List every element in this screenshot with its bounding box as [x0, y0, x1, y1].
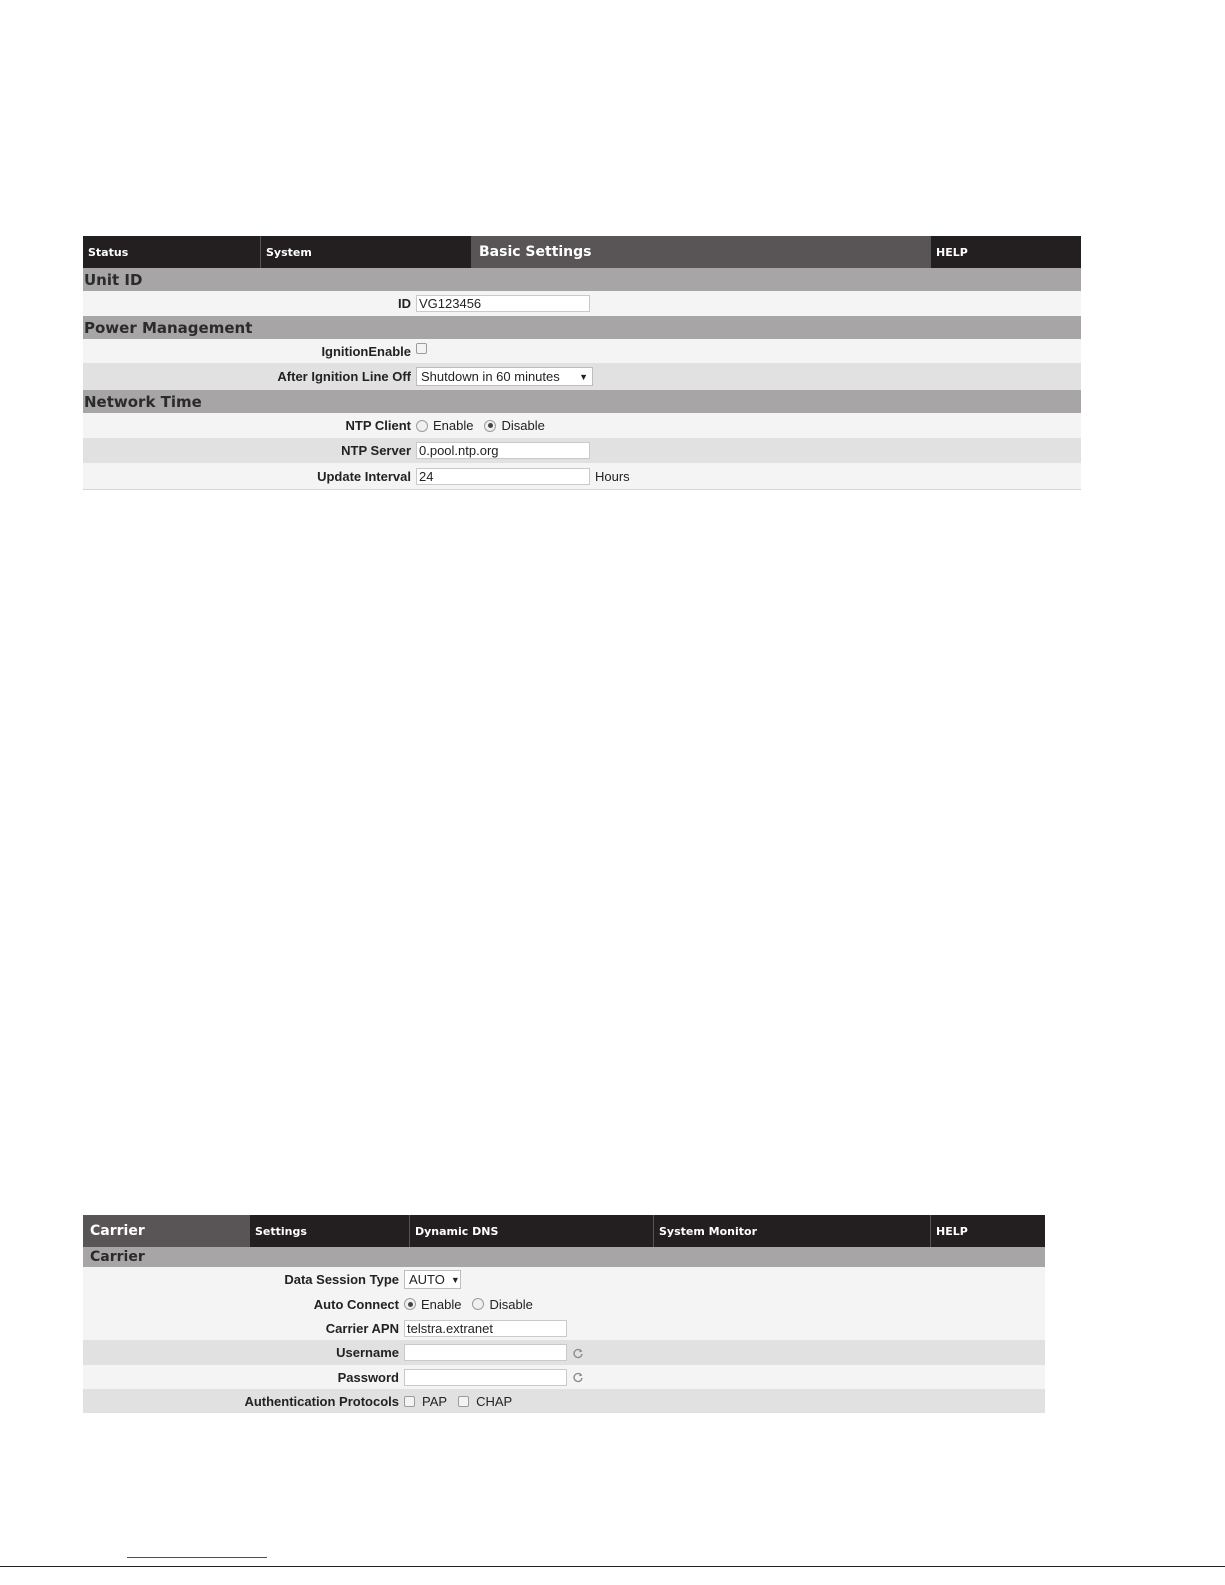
auth-chap-label: CHAP: [476, 1393, 513, 1409]
refresh-icon[interactable]: [572, 1371, 584, 1383]
password-label: Password: [337, 1369, 399, 1385]
auto-connect-enable-label: Enable: [421, 1296, 462, 1312]
tab-system-monitor[interactable]: System Monitor: [654, 1215, 931, 1247]
id-label: ID: [398, 296, 411, 311]
ntp-client-disable-radio[interactable]: [484, 420, 496, 432]
row-update-interval: [83, 463, 1081, 490]
ntp-server-input[interactable]: 0.pool.ntp.org: [416, 442, 590, 459]
auto-connect-disable-label: Disable: [489, 1296, 533, 1312]
carrier-panel: [83, 1215, 1045, 1413]
auto-connect-enable-option[interactable]: [404, 1297, 461, 1312]
row-data-session-type: [83, 1267, 1045, 1292]
section-header-carrier: Carrier: [83, 1247, 1045, 1267]
auth-chap-checkbox[interactable]: [458, 1396, 469, 1407]
auth-chap-option[interactable]: [458, 1394, 512, 1409]
tab-help-bottom[interactable]: HELP: [936, 1224, 968, 1238]
ntp-server-label: NTP Server: [341, 443, 411, 458]
tab-basic-settings[interactable]: Basic Settings: [472, 236, 931, 268]
triangle-down-icon: ▼: [579, 371, 588, 382]
after-ignition-select-value: Shutdown in 60 minutes: [421, 369, 560, 384]
row-auto-connect: [83, 1292, 1045, 1316]
row-authentication-protocols: [83, 1389, 1045, 1413]
data-session-type-label: Data Session Type: [284, 1272, 399, 1287]
update-interval-label: Update Interval: [317, 468, 411, 484]
ntp-client-enable-radio[interactable]: [416, 420, 428, 432]
auto-connect-disable-option[interactable]: [472, 1297, 532, 1312]
username-label: Username: [336, 1345, 399, 1360]
carrier-apn-label: Carrier APN: [325, 1320, 399, 1336]
ntp-client-label: NTP Client: [345, 418, 411, 433]
update-interval-unit: Hours: [595, 468, 630, 484]
tab-dynamic-dns[interactable]: Dynamic DNS: [410, 1215, 654, 1247]
section-header-network-time: Network Time: [83, 390, 1081, 413]
username-input[interactable]: [404, 1344, 567, 1361]
authentication-protocols-label: Authentication Protocols: [244, 1393, 399, 1409]
section-header-unit-id: Unit ID: [83, 268, 1081, 291]
password-input[interactable]: [404, 1369, 567, 1386]
row-ntp-server: [83, 438, 1081, 463]
auth-pap-checkbox[interactable]: [404, 1396, 415, 1407]
tab-settings[interactable]: Settings: [250, 1215, 410, 1247]
ntp-client-disable-label: Disable: [501, 418, 545, 433]
update-interval-input[interactable]: 24: [416, 468, 590, 485]
row-ntp-client: [83, 413, 1081, 438]
tab-status[interactable]: Status: [83, 236, 261, 268]
row-password: [83, 1365, 1045, 1389]
tab-help[interactable]: HELP: [936, 245, 968, 259]
row-carrier-apn: [83, 1316, 1045, 1340]
tab-carrier[interactable]: Carrier: [83, 1215, 250, 1247]
row-username: [83, 1340, 1045, 1365]
id-input[interactable]: VG123456: [416, 295, 590, 312]
auth-pap-option[interactable]: [404, 1394, 447, 1409]
auto-connect-disable-radio[interactable]: [472, 1298, 484, 1310]
after-ignition-select[interactable]: [416, 367, 593, 386]
ignition-enable-label: IgnitionEnable: [321, 343, 411, 359]
bottom-tab-bar: [83, 1215, 1045, 1247]
footer-divider: [0, 1566, 1225, 1567]
row-id: [83, 291, 1081, 316]
section-header-power-management: Power Management: [83, 316, 1081, 339]
ntp-client-enable-option[interactable]: [416, 418, 473, 433]
ignition-enable-checkbox[interactable]: [416, 343, 427, 354]
data-session-type-select[interactable]: [404, 1270, 461, 1289]
row-after-ignition: [83, 363, 1081, 390]
footer-link-underline[interactable]: [127, 1557, 267, 1558]
tab-system[interactable]: System: [261, 236, 472, 268]
row-ignition-enable: [83, 339, 1081, 363]
carrier-apn-input[interactable]: telstra.extranet: [404, 1320, 567, 1337]
ntp-client-disable-option[interactable]: [484, 418, 544, 433]
triangle-down-icon: ▼: [450, 1274, 460, 1285]
auto-connect-enable-radio[interactable]: [404, 1298, 416, 1310]
ntp-client-enable-label: Enable: [433, 418, 474, 433]
data-session-type-value: AUTO: [409, 1272, 445, 1287]
basic-settings-panel: [83, 236, 1081, 490]
top-tab-bar: [83, 236, 1081, 268]
auto-connect-label: Auto Connect: [313, 1296, 399, 1312]
after-ignition-label: After Ignition Line Off: [277, 369, 411, 384]
auth-pap-label: PAP: [422, 1393, 448, 1409]
refresh-icon[interactable]: [572, 1347, 584, 1359]
